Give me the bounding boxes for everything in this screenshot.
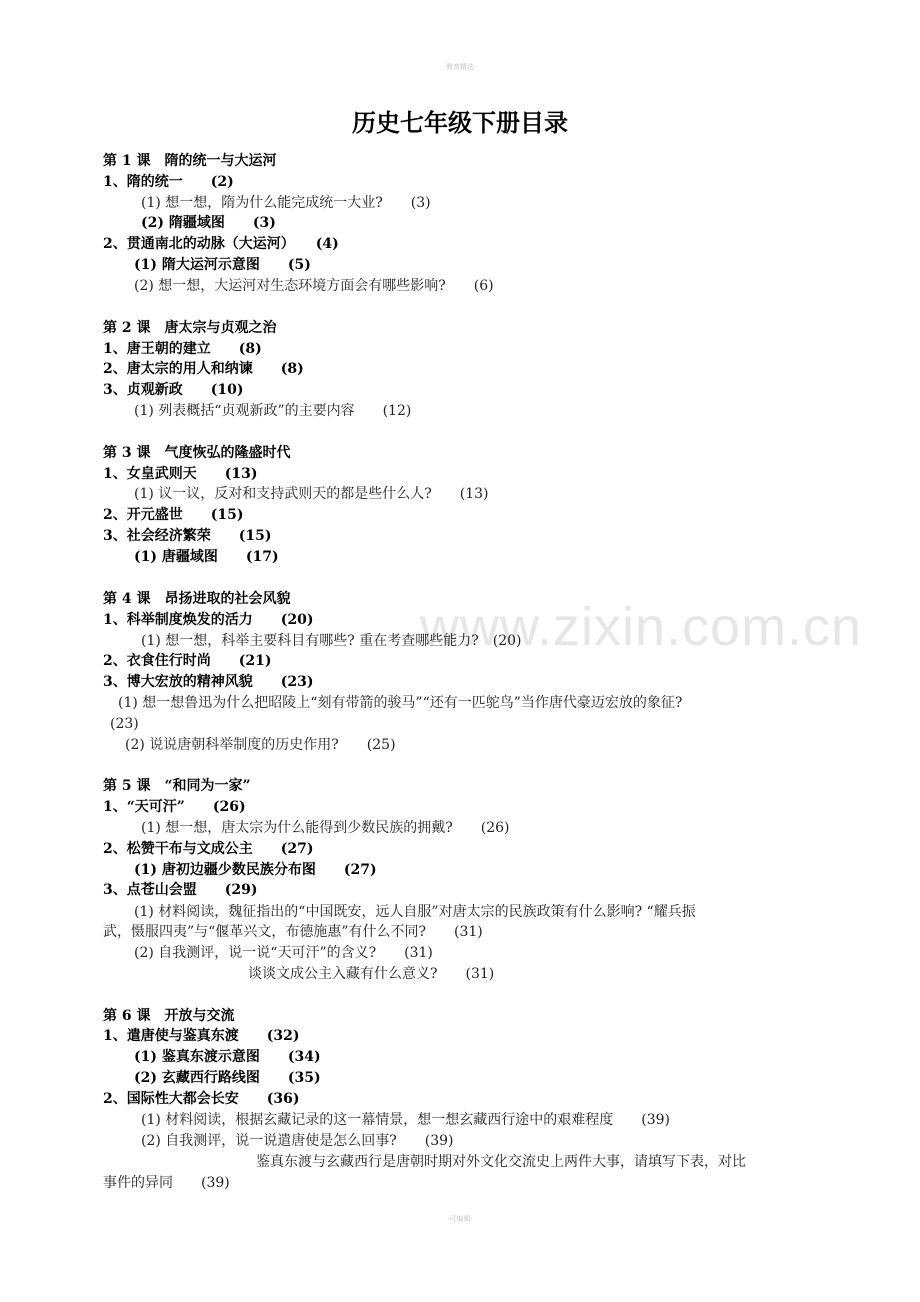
lesson-6-heading: 第 6 课 开放与交流: [103, 1008, 235, 1024]
lesson-6-item: (2) 玄藏西行路线图 (35): [134, 1070, 321, 1086]
lesson-5-section-3: 3、点苍山会盟 (29): [103, 882, 258, 898]
lesson-4-section-1: 1、科举制度焕发的活力 (20): [103, 612, 314, 628]
lesson-1-item: (2) 想一想，大运河对生态环境方面会有哪些影响? (6): [134, 278, 494, 294]
lesson-3-heading: 第 3 课 气度恢弘的隆盛时代: [103, 445, 291, 461]
lesson-3-item: (1) 唐疆域图 (17): [134, 549, 279, 565]
page-header-mark: ·教育精选·: [443, 63, 477, 71]
lesson-4-section-2: 2、衣食住行时尚 (21): [103, 653, 272, 669]
lesson-5-section-2: 2、松赞干布与文成公主 (27): [103, 841, 314, 857]
lesson-6-section-1: 1、遣唐使与鉴真东渡 (32): [103, 1028, 300, 1044]
lesson-6-item: (1) 材料阅读，根据玄藏记录的这一幕情景，想一想玄藏西行途中的艰难程度 (39): [141, 1112, 671, 1128]
lesson-5-item-cont: 谈谈文成公主入藏有什么意义? (31): [248, 966, 495, 982]
lesson-1-item: (1) 隋大运河示意图 (5): [134, 257, 311, 273]
lesson-4-item: (1) 想一想，科举主要科目有哪些? 重在考查哪些能力? (20): [141, 633, 522, 649]
lesson-6-item-cont: 事件的异同 (39): [103, 1175, 230, 1191]
lesson-3-item: (1) 议一议，反对和支持武则天的都是些什么人? (13): [134, 486, 489, 502]
lesson-6-item: (1) 鉴真东渡示意图 (34): [134, 1049, 321, 1065]
lesson-2-section-3: 3、贞观新政 (10): [103, 382, 244, 398]
lesson-5-item: (1) 材料阅读，魏征指出的“中国既安，远人自服”对唐太宗的民族政策有什么影响? “耀兵振: [134, 904, 696, 920]
lesson-4-item-cont: (23): [110, 716, 139, 732]
lesson-3-section-3: 3、社会经济繁荣 (15): [103, 528, 272, 544]
lesson-3-section-2: 2、开元盛世 (15): [103, 507, 244, 523]
lesson-5-item: (1) 想一想，唐太宗为什么能得到少数民族的拥戴? (26): [141, 820, 510, 836]
lesson-2-item: (1) 列表概括“贞观新政”的主要内容 (12): [134, 403, 412, 419]
lesson-1-item: (2) 隋疆域图 (3): [141, 215, 276, 231]
lesson-5-item-cont: 武，慑服四夷”与“偃革兴文，布德施惠”有什么不同? (31): [103, 924, 483, 940]
lesson-5-heading: 第 5 课 “和同为一家”: [103, 778, 251, 794]
watermark: www.zixin.com.cn: [420, 597, 863, 657]
lesson-1-section-2: 2、贯通南北的动脉（大运河） (4): [103, 236, 339, 252]
lesson-1-heading: 第 1 课 隋的统一与大运河: [103, 153, 277, 169]
lesson-2-section-1: 1、唐王朝的建立 (8): [103, 341, 262, 357]
page-footer-mark: ·可编辑·: [447, 1215, 473, 1223]
lesson-3-section-1: 1、女皇武则天 (13): [103, 466, 258, 482]
lesson-5-item: (2) 自我测评，说一说“天可汗”的含义? (31): [134, 945, 433, 961]
lesson-4-item: (1) 想一想鲁迅为什么把昭陵上“刻有带箭的骏马”“还有一匹鸵鸟”当作唐代豪迈宏放的象征?: [118, 695, 683, 711]
lesson-1-item: (1) 想一想，隋为什么能完成统一大业? (3): [141, 195, 431, 211]
lesson-2-heading: 第 2 课 唐太宗与贞观之治: [103, 320, 277, 336]
lesson-6-item-cont: 鉴真东渡与玄藏西行是唐朝时期对外文化交流史上两件大事，请填写下表，对比: [256, 1154, 746, 1170]
lesson-5-section-1: 1、“天可汗” (26): [103, 799, 246, 815]
lesson-6-item: (2) 自我测评，说一说遣唐使是怎么回事? (39): [141, 1133, 454, 1149]
lesson-6-section-2: 2、国际性大都会长安 (36): [103, 1091, 300, 1107]
lesson-2-section-2: 2、唐太宗的用人和纳谏 (8): [103, 361, 304, 377]
lesson-5-item: (1) 唐初边疆少数民族分布图 (27): [134, 862, 377, 878]
lesson-1-section-1: 1、隋的统一 (2): [103, 174, 234, 190]
page-title: 历史七年级下册目录: [352, 109, 568, 137]
lesson-4-heading: 第 4 课 昂扬进取的社会风貌: [103, 591, 291, 607]
lesson-4-item: (2) 说说唐朝科举制度的历史作用? (25): [125, 737, 396, 753]
lesson-4-section-3: 3、博大宏放的精神风貌 (23): [103, 674, 314, 690]
